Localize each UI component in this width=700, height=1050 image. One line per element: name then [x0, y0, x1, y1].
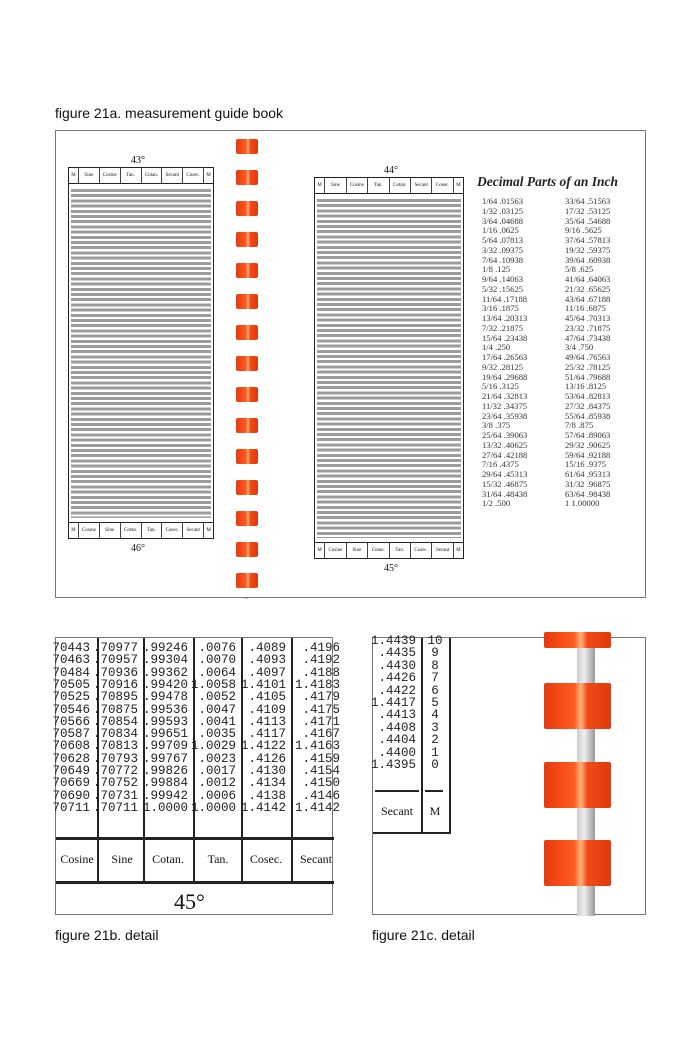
column-header: Cosine: [347, 178, 368, 193]
table-header-top: [315, 178, 463, 194]
column-header: M: [315, 178, 325, 193]
table-cell: .0012: [198, 776, 236, 791]
decimal-row-right: 7/8 .875: [565, 420, 594, 431]
column-header: Cosine: [325, 543, 346, 558]
table-cell: .4171: [302, 714, 340, 729]
table-cell: .0047: [198, 702, 236, 717]
column-header: Secant: [411, 178, 432, 193]
table-cell: .4426: [378, 671, 416, 686]
table-cell: 1.0029: [190, 739, 236, 754]
table-header-bottom: [69, 522, 213, 538]
table-cell: .70731: [92, 788, 138, 803]
table-cell: 70711: [52, 800, 90, 815]
binding-coil: [236, 418, 258, 433]
caption-figure-21b: figure 21b. detail: [55, 927, 159, 943]
table-cell: .0035: [198, 727, 236, 742]
decimal-row-right: 43/64 .67188: [565, 293, 611, 304]
table-cell: .70936: [92, 665, 138, 680]
decimal-row-left: 3/32 .09375: [482, 244, 524, 255]
table-cell: 6: [431, 683, 439, 698]
table-cell: 1.4122: [240, 739, 286, 754]
figure-21a-photo: [55, 130, 646, 598]
column-divider: [449, 638, 451, 833]
table-cell: .4188: [302, 665, 340, 680]
decimal-row-right: 31/32 .96875: [565, 478, 611, 489]
decimal-row-right: 3/4 .750: [565, 342, 594, 353]
degree-label: 45°: [174, 889, 205, 914]
column-header: Sine: [79, 168, 100, 183]
decimal-row-left: 1/2 .500: [482, 498, 511, 509]
column-header: Sine: [325, 178, 346, 193]
table-cell: 9: [431, 646, 439, 661]
decimal-row-left: 15/32 .46875: [482, 478, 528, 489]
rule: [56, 837, 334, 840]
decimal-row-left: 25/64 .39063: [482, 430, 528, 440]
table-cell: .4196: [302, 641, 340, 655]
table-cell: .4109: [248, 702, 286, 717]
decimal-row-right: 33/64 .51563: [565, 196, 611, 206]
table-cell: .99826: [142, 764, 188, 778]
decimal-row-right: 15/16 .9375: [565, 459, 607, 470]
table-cell: .99593: [142, 714, 188, 729]
binding-coil: [236, 201, 258, 216]
decimal-row-right: 27/32 .84375: [565, 400, 611, 411]
column-header: Cotan.: [390, 178, 411, 193]
decimal-row-right: 55/64 .85938: [565, 410, 611, 421]
table-cell: .99304: [142, 653, 188, 668]
table-cell: 70587: [52, 727, 90, 742]
table-cell: 1.4163: [294, 739, 340, 754]
table-cell: 7: [431, 671, 439, 686]
table-cell: .4179: [302, 690, 340, 705]
table-cell: 3: [431, 720, 439, 735]
table-cell: 70628: [52, 751, 90, 766]
column-header: Cosec.: [411, 543, 432, 558]
decimal-row-left: 19/64 .29688: [482, 371, 528, 382]
column-header: Cosine: [100, 168, 121, 183]
table-cell: .4167: [302, 727, 340, 742]
table-cell: .70977: [92, 641, 138, 655]
caption-figure-21c: figure 21c. detail: [372, 927, 475, 943]
decimal-row-left: 1/4 .250: [482, 342, 511, 353]
table-cell: 8: [431, 658, 439, 673]
right-trig-table: [314, 177, 464, 559]
table-cell: .4413: [378, 708, 416, 723]
decimal-row-left: 9/64 .14063: [482, 274, 524, 284]
table-cell: .4105: [248, 690, 286, 705]
column-divider: [291, 638, 293, 883]
table-cell: .99942: [142, 788, 188, 803]
decimal-row-right: 51/64 .79688: [565, 371, 611, 382]
table-cell: .70752: [92, 776, 138, 791]
decimal-row-left: 29/64 .45313: [482, 469, 528, 479]
table-cell: .70957: [92, 653, 138, 668]
table-cell: .4159: [302, 751, 340, 766]
decimal-row-right: 1 1.00000: [565, 498, 600, 509]
table-cell: 1.0058: [190, 677, 236, 692]
right-table-bottom-degree: 45°: [384, 563, 398, 574]
figure-21c-detail: [370, 634, 646, 915]
table-cell: .4430: [378, 658, 416, 673]
decimal-row-right: 13/16 .8125: [565, 381, 607, 392]
table-cell: .99709: [142, 739, 188, 754]
table-cell: 70505: [52, 677, 90, 692]
decimal-row-right: 19/32 .59375: [565, 244, 611, 255]
column-header: Tan.: [207, 852, 229, 866]
table-cell: 10: [427, 634, 443, 648]
table-cell: .70875: [92, 702, 138, 717]
table-cell: 70484: [52, 665, 90, 680]
column-header: Secant: [432, 543, 453, 558]
table-cell: .99651: [142, 727, 188, 742]
decimal-row-right: 17/32 .53125: [565, 205, 611, 216]
table-cell: 70525: [52, 690, 90, 705]
table-cell: .4097: [248, 665, 286, 680]
decimal-row-right: 59/64 .92188: [565, 449, 611, 460]
table-cell: 2: [431, 733, 439, 748]
binding-coil: [236, 542, 258, 557]
binding-coil: [236, 387, 258, 402]
decimal-row-left: 9/32 .28125: [482, 361, 524, 372]
decimal-row-right: 35/64 .54688: [565, 215, 611, 226]
column-header: Secant: [162, 168, 183, 183]
table-cell: .0041: [198, 714, 236, 729]
binding-coil: [544, 632, 611, 648]
decimal-row-left: 1/64 .01563: [482, 196, 524, 206]
decimal-row-left: 3/16 .1875: [482, 303, 519, 314]
column-header: Cosec.: [183, 168, 204, 183]
table-cell: .4126: [248, 751, 286, 766]
column-header: Sine: [347, 543, 368, 558]
rule: [375, 790, 419, 792]
column-header: Sine: [111, 852, 133, 866]
table-cell: .4138: [248, 788, 286, 803]
decimal-row-left: 13/64 .20313: [482, 313, 528, 323]
decimal-row-left: 5/64 .07813: [482, 235, 524, 245]
table-cell: 4: [431, 708, 439, 723]
table-cell: 1.4395: [370, 758, 416, 772]
column-header: M: [429, 804, 441, 818]
table-cell: .4134: [248, 776, 286, 791]
binding-coil: [236, 480, 258, 495]
rule: [425, 790, 443, 792]
decimal-row-right: 47/64 .73438: [565, 332, 611, 343]
column-divider: [193, 638, 195, 883]
binding-coil: [236, 232, 258, 247]
table-cell: .99536: [142, 702, 188, 717]
column-header: Tan.: [368, 178, 389, 193]
binding-coil: [236, 325, 258, 340]
decimal-row-right: 45/64 .70313: [565, 313, 611, 323]
decimal-row-right: 37/64 .57813: [565, 235, 611, 245]
table-cell: .70916: [92, 677, 138, 692]
table-cell: 1.4439: [370, 634, 416, 648]
column-header: Sine: [100, 523, 121, 538]
column-header: M: [206, 528, 211, 533]
decimal-row-left: 13/32 .40625: [482, 439, 528, 450]
table-cell: .4422: [378, 683, 416, 698]
decimal-row-left: 31/64 .48438: [482, 488, 528, 499]
table-cell: 1.0000: [190, 800, 236, 815]
decimal-row-left: 7/64 .10938: [482, 254, 524, 265]
table-cell: .99884: [142, 776, 188, 791]
binding-coil: [236, 139, 258, 154]
decimal-row-right: 5/8 .625: [565, 264, 594, 275]
rule: [373, 832, 451, 834]
column-divider: [241, 638, 243, 883]
binding-coil: [544, 762, 611, 808]
decimal-row-right: 23/32 .71875: [565, 322, 611, 333]
table-cell: 70690: [52, 788, 90, 803]
table-header-top: [69, 168, 213, 184]
decimal-row-left: 5/32 .15625: [482, 283, 524, 294]
column-header: M: [206, 173, 211, 178]
decimal-row-left: 7/16 .4375: [482, 459, 519, 470]
binding-coil: [236, 170, 258, 185]
decimal-row-right: 25/32 .78125: [565, 361, 611, 372]
table-cell: 70649: [52, 764, 90, 778]
table-cell: .4089: [248, 641, 286, 655]
table-header-bottom: [315, 542, 463, 558]
table-cell: .4154: [302, 764, 340, 778]
table-cell: 1: [431, 745, 439, 760]
table-cell: 70463: [52, 653, 90, 668]
column-header: Cosec.: [162, 523, 183, 538]
binding-coil: [236, 573, 258, 588]
decimal-row-left: 11/32 .34375: [482, 400, 528, 411]
decimal-parts-title: Decimal Parts of an Inch: [477, 174, 619, 189]
table-cell: 5: [431, 696, 439, 710]
decimal-row-left: 11/64 .17188: [482, 293, 528, 304]
table-rows-text: [317, 198, 461, 538]
table-cell: .4093: [248, 653, 286, 668]
decimal-row-right: 61/64 .95313: [565, 469, 611, 479]
table-cell: 1.4417: [370, 696, 416, 710]
table-cell: .70793: [92, 751, 138, 766]
table-cell: .99420: [142, 677, 188, 692]
column-header: Tan.: [121, 168, 142, 183]
table-cell: .4408: [378, 720, 416, 735]
table-cell: .0006: [198, 788, 236, 803]
column-header: Cosine: [79, 523, 100, 538]
decimal-row-left: 1/32 .03125: [482, 205, 524, 216]
decimal-row-right: 49/64 .76563: [565, 352, 611, 362]
decimal-row-right: 29/32 .90625: [565, 439, 611, 450]
binding-coil: [236, 263, 258, 278]
table-cell: .70772: [92, 764, 138, 778]
column-header: M: [456, 548, 461, 553]
table-cell: .0064: [198, 665, 236, 680]
table-cell: 1.4142: [294, 800, 340, 815]
table-cell: .4130: [248, 764, 286, 778]
column-header: Cosec.: [432, 178, 453, 193]
column-header: Secant: [381, 804, 413, 818]
left-trig-table: [68, 167, 214, 539]
table-cell: .99246: [142, 641, 188, 655]
column-header: Cotan.: [142, 168, 163, 183]
table-cell: 70546: [52, 702, 90, 717]
decimal-row-left: 5/16 .3125: [482, 381, 519, 392]
table-cell: 70566: [52, 714, 90, 729]
table-cell: 0: [431, 758, 439, 772]
table-cell: .4192: [302, 653, 340, 668]
table-cell: .0076: [198, 641, 236, 655]
table-cell: 1.4101: [240, 677, 286, 692]
decimal-row-right: 39/64 .60938: [565, 254, 611, 265]
table-cell: .4404: [378, 733, 416, 748]
right-table-top-degree: 44°: [384, 165, 398, 176]
table-cell: 1.4142: [240, 800, 286, 815]
left-table-top-degree: 43°: [131, 155, 145, 166]
table-cell: .70813: [92, 739, 138, 754]
decimal-row-left: 3/64 .04688: [482, 215, 524, 226]
decimal-row-left: 1/16 .0625: [482, 225, 519, 236]
decimal-row-left: 17/64 .26563: [482, 352, 528, 362]
decimal-row-left: 23/64 .35938: [482, 410, 528, 421]
binding-coil: [544, 683, 611, 729]
decimal-row-left: 21/64 .32813: [482, 391, 528, 401]
decimal-row-right: 57/64 .89063: [565, 430, 611, 440]
caption-figure-21a: figure 21a. measurement guide book: [55, 105, 284, 121]
column-header: Secant: [300, 852, 332, 866]
column-header: Cotan.: [121, 523, 142, 538]
table-cell: .4146: [302, 788, 340, 803]
table-cell: 70669: [52, 776, 90, 791]
decimal-row-right: 41/64 .64063: [565, 274, 611, 284]
table-cell: .4400: [378, 745, 416, 760]
figure-21b-detail: [52, 637, 340, 915]
table-cell: .4113: [248, 714, 286, 729]
column-header: Tan.: [390, 543, 411, 558]
decimal-row-left: 7/32 .21875: [482, 322, 524, 333]
column-header: Secant: [183, 523, 204, 538]
table-cell: 70443: [52, 641, 90, 655]
decimal-row-right: 63/64 .98438: [565, 488, 611, 499]
table-cell: .0017: [198, 764, 236, 778]
table-rows-text: [71, 188, 211, 518]
binding-coil: [544, 840, 611, 886]
column-header: Tan.: [142, 523, 163, 538]
binding-coil: [236, 356, 258, 371]
decimal-row-left: 3/8 .375: [482, 420, 511, 431]
table-cell: 1.0000: [142, 800, 188, 815]
column-header: Cosine: [60, 852, 94, 866]
decimal-row-right: 53/64 .82813: [565, 391, 611, 401]
decimal-row-right: 21/32 .65625: [565, 283, 611, 294]
column-header: M: [456, 183, 461, 188]
table-cell: .99362: [142, 665, 188, 680]
table-cell: 1.4183: [294, 677, 340, 692]
column-header: M: [69, 168, 79, 183]
table-cell: .70854: [92, 714, 138, 729]
table-cell: .99478: [142, 690, 188, 705]
column-header: Cotan.: [368, 543, 389, 558]
decimal-row-left: 15/64 .23438: [482, 332, 528, 343]
table-cell: .4117: [248, 727, 286, 742]
table-cell: .0052: [198, 690, 236, 705]
decimal-row-right: 11/16 .6875: [565, 303, 606, 314]
decimal-row-left: 27/64 .42188: [482, 449, 528, 460]
table-cell: .99767: [142, 751, 188, 766]
rule: [56, 881, 334, 884]
column-header: Cotan.: [152, 852, 184, 866]
table-cell: .70834: [92, 727, 138, 742]
table-cell: .4150: [302, 776, 340, 791]
table-cell: .0070: [198, 653, 236, 668]
column-header: Cosec.: [249, 852, 283, 866]
table-cell: .4435: [378, 646, 416, 661]
left-table-bottom-degree: 46°: [131, 543, 145, 554]
table-cell: .0023: [198, 751, 236, 766]
column-header: M: [315, 543, 325, 558]
table-cell: 70608: [52, 739, 90, 754]
table-cell: .70895: [92, 690, 138, 705]
binding-coil: [236, 294, 258, 309]
decimal-row-right: 9/16 .5625: [565, 225, 602, 236]
binding-coil: [236, 449, 258, 464]
table-cell: .70711: [92, 800, 138, 815]
decimal-row-left: 1/8 .125: [482, 264, 511, 275]
binding-coil: [236, 511, 258, 526]
table-cell: .4175: [302, 702, 340, 717]
column-header: M: [69, 523, 79, 538]
